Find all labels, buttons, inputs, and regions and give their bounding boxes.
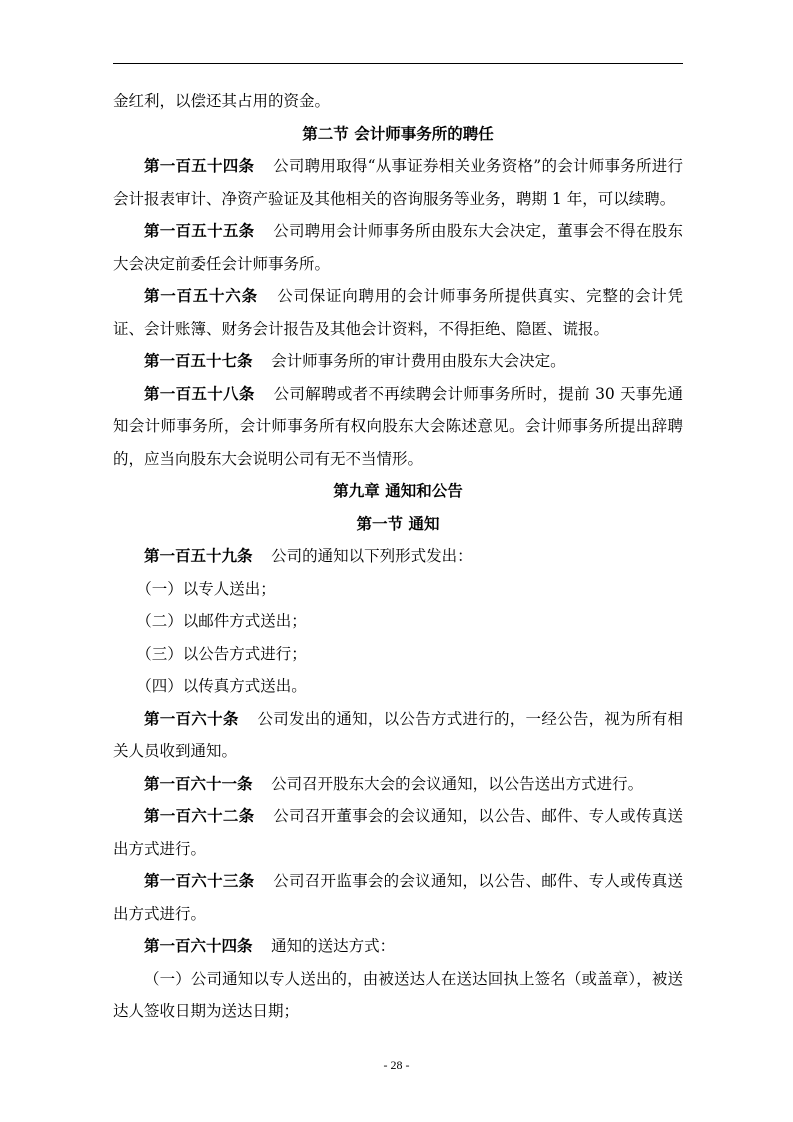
chapter-heading: 第九章 通知和公告 (333, 481, 463, 500)
article-label: 第一百六十三条 (144, 872, 255, 890)
article-label: 第一百六十条 (144, 709, 239, 728)
article-162 (113, 800, 683, 865)
article-163 (113, 865, 683, 930)
document-body (113, 85, 683, 1028)
article-155 (113, 215, 683, 280)
article-label: 第一百五十九条 (144, 547, 253, 565)
article-text: 公司召开董事会的会议通知，以公告、邮件、专人或传真送出方式进行。 (113, 807, 683, 858)
article-160 (113, 703, 683, 768)
article-text: 公司保证向聘用的会计师事务所提供真实、完整的会计凭证、会计账簿、财务会计报告及其他会计资料，不得拒绝、隐匿、谎报。 (113, 287, 683, 338)
list-item: （三）以公告方式进行； (136, 644, 307, 663)
continuation-paragraph: 金红利，以偿还其占用的资金。 (113, 92, 331, 110)
header-rule (113, 63, 683, 64)
article-label: 第一百五十七条 (144, 352, 253, 370)
article-label: 第一百五十四条 (144, 157, 255, 175)
article-159 (113, 540, 683, 573)
page-number: - 28 - (383, 1058, 410, 1072)
article-label: 第一百六十一条 (144, 774, 253, 793)
article-text: 公司聘用会计师事务所由股东大会决定，董事会不得在股东大会决定前委任会计师事务所。 (113, 222, 683, 273)
section-heading: 第二节 会计师事务所的聘任 (302, 123, 494, 143)
list-item: （一）公司通知以专人送出的，由被送达人在送达回执上签名（或盖章），被送达人签收日期为送达日期； (113, 969, 683, 1020)
article-label: 第一百六十四条 (144, 937, 253, 955)
article-164 (113, 930, 683, 963)
article-157 (113, 345, 683, 378)
article-154 (113, 150, 683, 215)
article-text: 公司的通知以下列形式发出： (271, 547, 473, 565)
article-text: 公司发出的通知，以公告方式进行的，一经公告，视为所有相关人员收到通知。 (113, 709, 683, 760)
article-161 (113, 768, 683, 801)
article-text: 公司聘用取得“从事证券相关业务资格”的会计师事务所进行会计报表审计、净资产验证及其他相关的咨询服务等业务，聘期 1 年，可以续聘。 (113, 157, 683, 208)
list-item: （二）以邮件方式送出； (136, 612, 307, 630)
article-label: 第一百五十五条 (144, 222, 255, 240)
article-label: 第一百五十六条 (144, 287, 258, 305)
article-156 (113, 280, 683, 345)
article-text: 公司召开股东大会的会议通知，以公告送出方式进行。 (271, 774, 644, 793)
article-158 (113, 378, 683, 476)
list-item: （一）以专人送出； (136, 579, 276, 598)
section-heading: 第一节 通知 (356, 513, 440, 533)
article-label: 第一百六十二条 (144, 807, 255, 825)
list-item: （四）以传真方式送出。 (136, 677, 307, 695)
article-label: 第一百五十八条 (144, 384, 255, 403)
article-text: 会计师事务所的审计费用由股东大会决定。 (271, 352, 566, 370)
article-text: 通知的送达方式： (271, 937, 396, 955)
article-text: 公司召开监事会的会议通知，以公告、邮件、专人或传真送出方式进行。 (113, 872, 683, 923)
article-text: 公司解聘或者不再续聘会计师事务所时，提前 30 天事先通知会计师事务所，会计师事务所有权向股东大会陈述意见。会计师事务所提出辞聘的，应当向股东大会说明公司有无不当情形。 (113, 384, 683, 468)
